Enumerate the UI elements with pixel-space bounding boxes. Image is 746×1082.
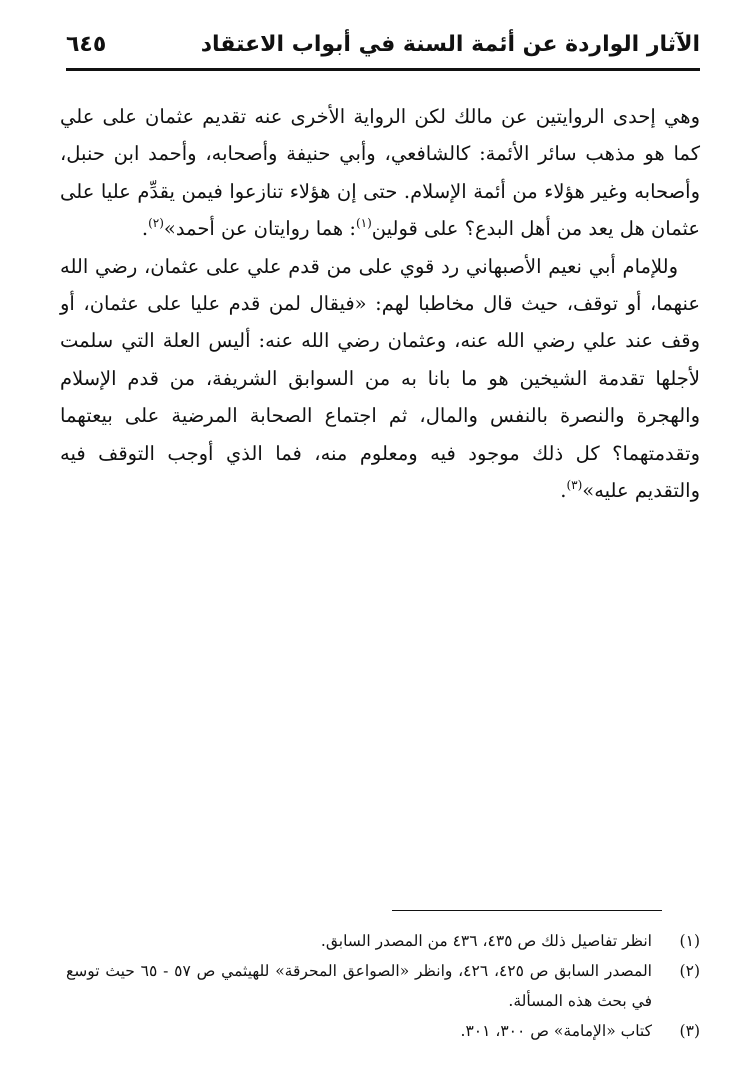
running-header [66, 24, 700, 64]
footnote-number: (٢) [679, 962, 700, 980]
main-text [60, 98, 700, 509]
footnote-ref-1: (١) [355, 216, 372, 231]
footnote-text: كتاب «الإمامة» ص ٣٠٠، ٣٠١. [460, 1022, 652, 1040]
header-rule [66, 68, 700, 71]
paragraph-2-text-b: . [560, 479, 567, 503]
footnotes [66, 926, 700, 1046]
paragraph-1 [60, 98, 700, 248]
footnote-ref-2: (٢) [148, 216, 164, 231]
footnote-number: (٣) [679, 1022, 700, 1040]
footnote-number: (١) [679, 932, 700, 950]
paragraph-1-text-b: : هما روايتان عن أحمد» [163, 217, 356, 241]
running-title: الآثار الواردة عن أئمة السنة في أبواب الاعتقاد [200, 31, 700, 57]
footnote-text: المصدر السابق ص ٤٢٥، ٤٢٦، وانظر «الصواعق المحرقة» للهيثمي ص ٥٧ - ٦٥ حيث توسع في بحث هذه المسألة. [66, 962, 652, 1010]
paragraph-2 [60, 248, 700, 510]
footnote-ref-3: (٣) [566, 478, 583, 493]
footnote-item [66, 926, 700, 956]
page-number: ٦٤٥ [66, 31, 107, 57]
footnote-separator [392, 910, 662, 911]
footnote-text: انظر تفاصيل ذلك ص ٤٣٥، ٤٣٦ من المصدر السابق. [320, 932, 652, 950]
footnote-item [66, 956, 700, 1016]
paragraph-1-text-c: . [141, 217, 149, 241]
paragraph-2-text-a: وللإمام أبي نعيم الأصبهاني رد قوي على من قدم علي على عثمان، رضي الله عنهما، أو توقف، حيث قال مخاطبا لهم: «فيقال لمن قدم عليا على عثمان، أو وقف عند علي رضي الله عنه، وعثمان رضي الله عنه: أليس العلة التي سلمت لأجلها تقدمة الشيخين هو ما بانا به من السوابق الشريفة، من قدم الإسلام والهجرة والنصرة بالنفس والمال، ثم اجتماع الصحابة المرضية على بيعتهما وتقدمتهما؟ كل ذلك موجود فيه ومعلوم منه، فما الذي أوجب التوقف فيه والتقديم عليه» [60, 254, 700, 503]
footnote-item [66, 1016, 700, 1046]
paragraph-1-text-a: وهي إحدى الروايتين عن مالك لكن الرواية الأخرى عنه تقديم عثمان على علي كما هو مذهب سائر الأئمة: كالشافعي، وأبي حنيفة وأصحابه، وأحمد ابن حنبل، وأصحابه وغير هؤلاء من أئمة الإسلام. حتى إن هؤلاء تنازعوا فيمن يقدِّم عليا على عثمان هل يعد من أهل البدع؟ على قولين [60, 105, 700, 241]
